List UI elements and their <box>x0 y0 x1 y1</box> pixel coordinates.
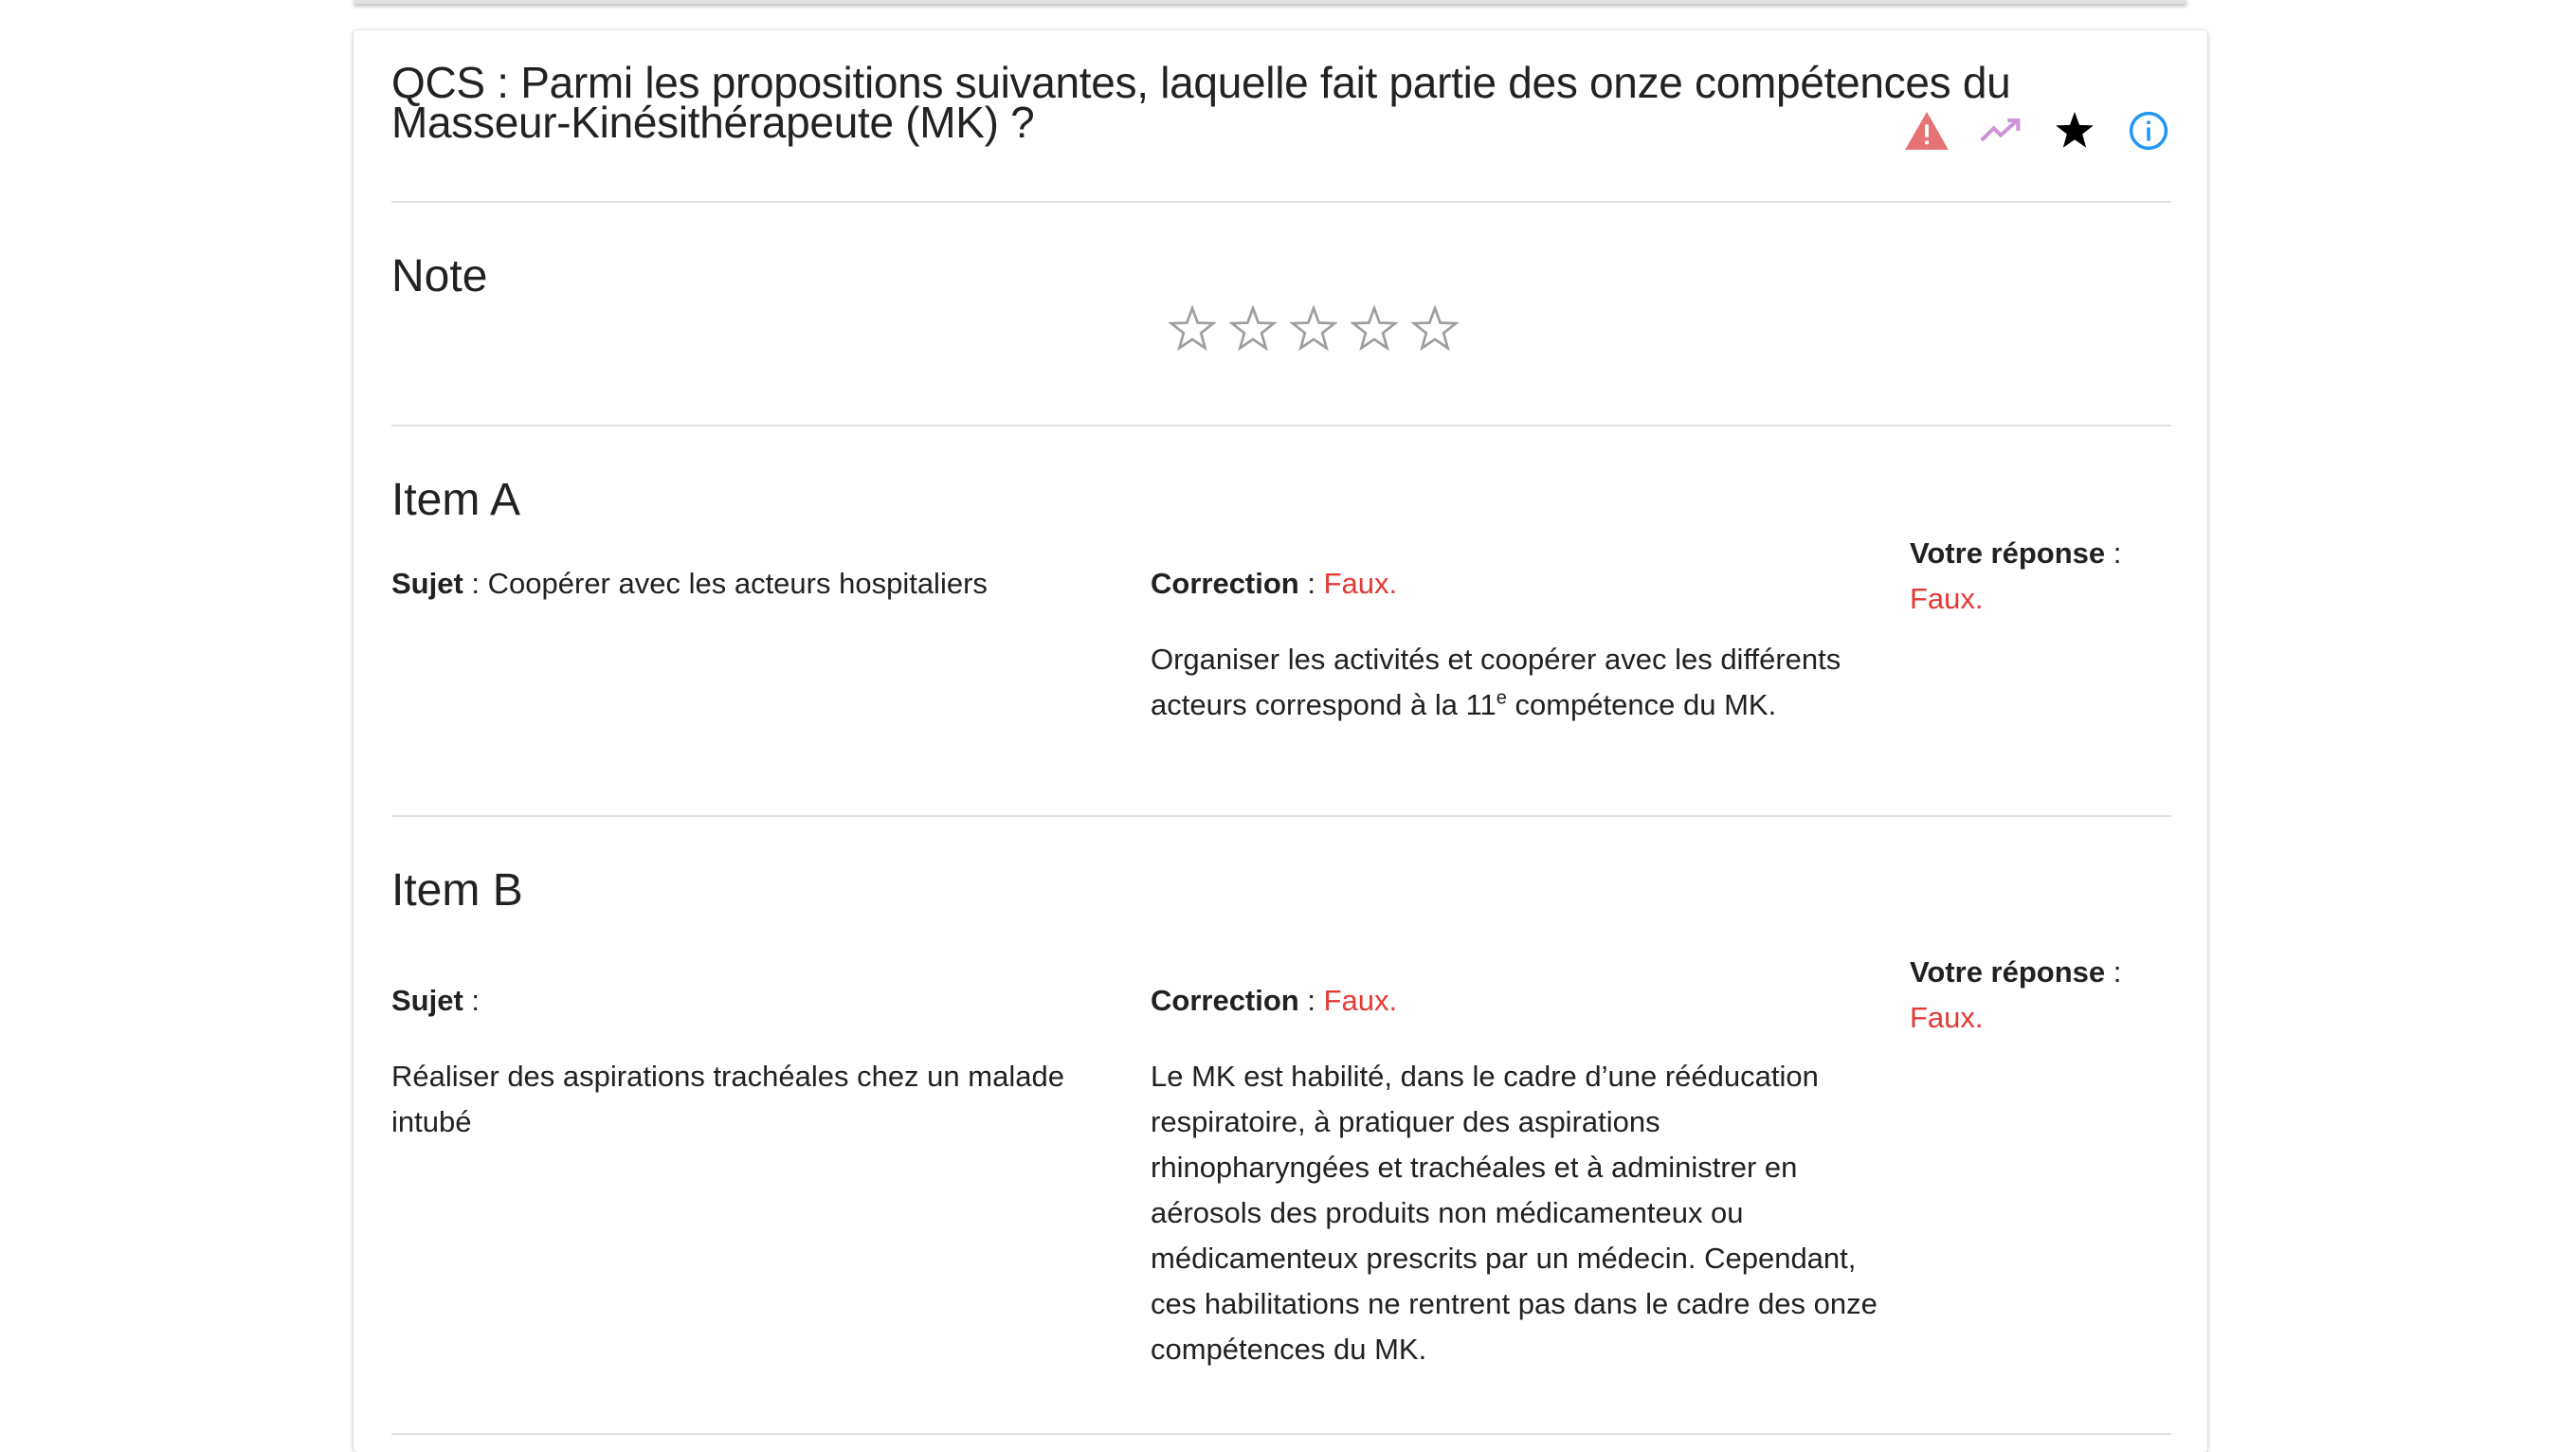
correction-separator: : <box>1298 984 1324 1017</box>
subject-separator: : <box>463 984 481 1017</box>
favorite-button[interactable] <box>2052 108 2097 154</box>
subject-text: Coopérer avec les acteurs hospitaliers <box>487 567 988 600</box>
info-icon <box>2129 111 2168 151</box>
report-button[interactable] <box>1904 108 1950 154</box>
answer-separator: : <box>2105 536 2122 570</box>
rating-star-3-icon[interactable] <box>1290 305 1337 353</box>
divider <box>391 425 2171 427</box>
answer-label: Votre réponse <box>1910 955 2106 989</box>
subject-label: Sujet <box>391 984 463 1017</box>
answer-label: Votre réponse <box>1910 536 2106 570</box>
trending-up-icon <box>1980 118 2022 144</box>
rating-star-2-icon[interactable] <box>1229 305 1277 353</box>
subject-separator: : <box>463 567 488 600</box>
correction-value: Faux. <box>1323 984 1398 1017</box>
divider <box>391 815 2171 817</box>
stats-button[interactable] <box>1978 108 2023 154</box>
star-icon <box>2055 112 2095 150</box>
rating-star-1-icon[interactable] <box>1169 305 1216 353</box>
note-heading: Note <box>391 251 488 301</box>
answer-value: Faux. <box>1910 1001 1984 1034</box>
divider <box>391 1433 2171 1435</box>
question-card <box>354 30 2207 1452</box>
warning-icon <box>1905 112 1949 150</box>
question-title: QCS : Parmi les propositions suivantes, laquelle fait partie des onze compétences du Masseur-Kinésithérapeute (MK) ? <box>391 58 2011 147</box>
item-b-correction <box>1151 978 1880 1372</box>
correction-explanation: Organiser les activités et coopérer avec les différents acteurs correspond à la 11e compétence du MK. <box>1151 643 1841 721</box>
item-a-heading: Item A <box>391 475 521 525</box>
answer-value: Faux. <box>1910 582 1984 615</box>
correction-label: Correction <box>1151 567 1299 600</box>
info-button[interactable] <box>2126 108 2171 154</box>
item-b-answer <box>1910 950 2171 1041</box>
item-a-answer <box>1910 531 2171 622</box>
item-b-subject <box>391 978 1112 1145</box>
correction-explanation: Le MK est habilité, dans le cadre d’une rééducation respiratoire, à pratiquer des aspirations rhinopharyngées et trachéales et à administrer en aérosols des produits non médicamenteux ou médicamenteux prescrits par un médecin. Cependant, ces habilitations ne rentrent pas dans le cadre des onze compétences du MK. <box>1151 1060 1878 1366</box>
previous-card-edge <box>354 0 2186 4</box>
rating-stars <box>1169 305 1459 353</box>
correction-value: Faux. <box>1323 567 1398 600</box>
item-a-subject <box>391 561 1112 607</box>
divider <box>391 201 2171 203</box>
answer-separator: : <box>2105 955 2122 989</box>
correction-label: Correction <box>1151 984 1299 1017</box>
item-a-correction <box>1151 561 1880 728</box>
correction-separator: : <box>1298 567 1324 600</box>
subject-label: Sujet <box>391 567 463 600</box>
rating-star-5-icon[interactable] <box>1411 305 1459 353</box>
rating-star-4-icon[interactable] <box>1351 305 1398 353</box>
question-actions <box>1904 108 2171 154</box>
item-b-heading: Item B <box>391 865 523 916</box>
subject-text: Réaliser des aspirations trachéales chez un malade intubé <box>391 1060 1064 1138</box>
